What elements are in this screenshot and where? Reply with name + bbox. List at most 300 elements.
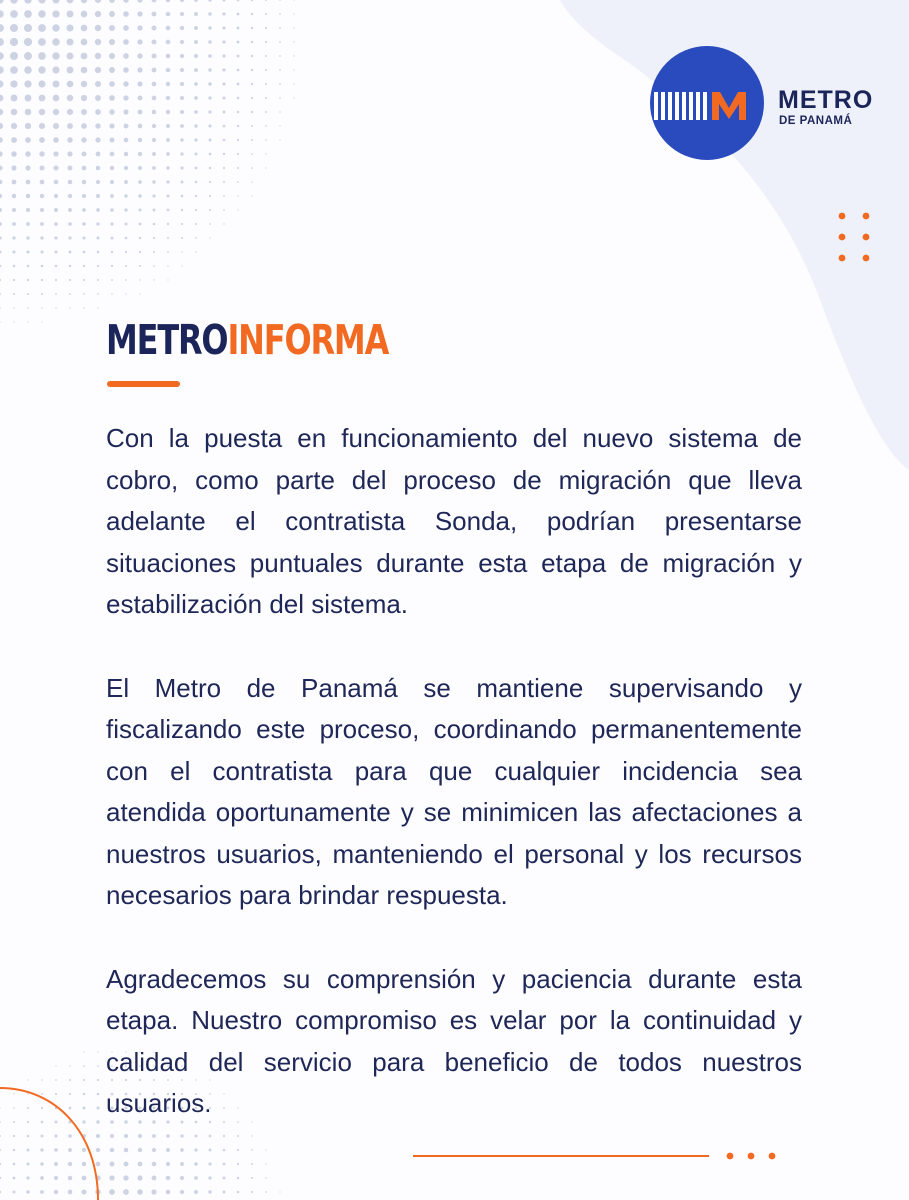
halftone-dot <box>0 307 1 309</box>
halftone-dot <box>125 237 128 240</box>
halftone-dot <box>265 1191 267 1193</box>
halftone-dot <box>110 194 114 198</box>
halftone-dot <box>25 95 32 102</box>
halftone-dot <box>222 68 225 71</box>
halftone-dot <box>181 265 182 266</box>
halftone-dot <box>55 279 57 281</box>
halftone-dot <box>82 236 85 239</box>
halftone-dot <box>13 293 15 295</box>
halftone-dot <box>109 0 115 3</box>
halftone-dot <box>222 82 225 85</box>
halftone-dot <box>279 27 281 29</box>
halftone-dot <box>97 265 99 267</box>
halftone-dot <box>12 236 15 239</box>
halftone-dot <box>40 236 43 239</box>
title-informa: INFORMA <box>227 316 389 364</box>
halftone-dot <box>27 265 30 268</box>
halftone-dot <box>293 83 294 84</box>
halftone-dot <box>293 69 294 70</box>
halftone-dot <box>40 180 45 185</box>
halftone-dot <box>138 208 141 211</box>
halftone-dot <box>27 251 30 254</box>
halftone-dot <box>97 1093 100 1096</box>
halftone-dot <box>208 110 211 113</box>
halftone-dot <box>124 166 128 170</box>
halftone-dot <box>0 1149 1 1151</box>
halftone-dot <box>123 25 129 31</box>
halftone-dot <box>181 223 183 225</box>
halftone-dot <box>109 39 115 45</box>
halftone-dot <box>67 67 74 74</box>
halftone-dot <box>111 265 113 267</box>
halftone-dot <box>81 137 86 142</box>
halftone-dot <box>82 208 86 212</box>
halftone-dot <box>69 293 71 295</box>
halftone-dot <box>265 13 267 15</box>
halftone-dot <box>82 1176 87 1181</box>
halftone-dot <box>251 13 253 15</box>
halftone-dot <box>95 109 101 115</box>
halftone-dot <box>95 53 101 59</box>
halftone-dot <box>194 54 198 58</box>
halftone-dot <box>27 1079 28 1080</box>
halftone-dot <box>237 209 238 210</box>
halftone-dot <box>237 97 240 100</box>
halftone-dot <box>152 12 157 17</box>
halftone-dot <box>0 208 2 212</box>
halftone-dot <box>109 67 115 73</box>
halftone-dot <box>38 80 45 87</box>
halftone-dot <box>223 1177 226 1180</box>
halftone-dot <box>279 69 281 71</box>
halftone-dot <box>24 10 32 18</box>
paragraph-2: El Metro de Panamá se mantiene supervisando y fiscalizando este proceso, coordinando permanentemente con el contratista para que cualquier incidencia sea atendida oportunamente y se minimicen las afectaciones a nuestros usuarios, manteniendo el personal y los recursos necesarios para brindar respuesta. <box>106 672 802 910</box>
halftone-dot <box>54 1148 58 1152</box>
halftone-dot <box>223 139 226 142</box>
halftone-dot <box>81 25 88 32</box>
halftone-dot <box>167 279 168 280</box>
halftone-dot <box>68 194 72 198</box>
halftone-dot <box>0 1121 1 1123</box>
footer-divider <box>413 1155 709 1157</box>
halftone-dot <box>38 24 46 32</box>
halftone-dot <box>167 195 170 198</box>
halftone-dot <box>194 40 198 44</box>
halftone-dot <box>27 321 28 322</box>
halftone-dot <box>97 293 99 295</box>
halftone-dot <box>167 223 169 225</box>
halftone-dot <box>109 1175 114 1180</box>
halftone-dot <box>26 1176 29 1179</box>
halftone-dot <box>0 1177 1 1179</box>
halftone-dot <box>53 137 59 143</box>
halftone-dot <box>10 24 18 32</box>
halftone-dot <box>152 124 156 128</box>
halftone-dot <box>251 195 252 196</box>
halftone-dot <box>138 96 143 101</box>
halftone-dot <box>52 24 59 31</box>
halftone-dot <box>81 81 87 87</box>
halftone-dot <box>166 40 171 45</box>
halftone-dot <box>152 96 157 101</box>
halftone-dot <box>109 53 115 59</box>
halftone-dot <box>167 237 169 239</box>
halftone-dot <box>68 1162 72 1166</box>
halftone-dot <box>251 1191 253 1193</box>
halftone-dot <box>97 251 100 254</box>
halftone-dot <box>279 1191 280 1192</box>
halftone-dot <box>251 139 253 141</box>
halftone-dot <box>13 1163 16 1166</box>
halftone-dot <box>96 208 100 212</box>
halftone-dot <box>82 166 87 171</box>
halftone-dot <box>55 307 57 309</box>
halftone-dot <box>54 194 58 198</box>
halftone-dot <box>181 195 184 198</box>
halftone-dot <box>13 1107 15 1109</box>
halftone-dot <box>95 0 101 3</box>
halftone-dot <box>24 80 31 87</box>
halftone-dot <box>41 1093 43 1095</box>
halftone-dot <box>68 180 73 185</box>
halftone-dot <box>26 194 30 198</box>
halftone-dot <box>40 222 44 226</box>
halftone-dot <box>67 81 74 88</box>
halftone-dot <box>251 181 252 182</box>
halftone-dot <box>38 66 45 73</box>
halftone-dot <box>111 293 113 295</box>
halftone-dot <box>97 307 98 308</box>
halftone-dot <box>68 1176 73 1181</box>
halftone-dot <box>40 208 44 212</box>
halftone-dot <box>194 138 197 141</box>
halftone-dot <box>208 40 212 44</box>
halftone-dot <box>251 83 253 85</box>
halftone-dot <box>0 222 2 226</box>
halftone-dot <box>209 167 212 170</box>
halftone-dot <box>40 1176 44 1180</box>
halftone-dot <box>195 195 197 197</box>
halftone-dot <box>180 110 184 114</box>
halftone-dot <box>265 111 267 113</box>
halftone-dot <box>265 27 267 29</box>
halftone-dot <box>237 0 240 1</box>
halftone-dot <box>83 279 85 281</box>
halftone-dot <box>25 165 30 170</box>
halftone-dot <box>194 110 198 114</box>
halftone-dot <box>52 0 59 4</box>
halftone-dot <box>181 209 183 211</box>
halftone-dot <box>208 68 212 72</box>
halftone-dot <box>223 111 226 114</box>
halftone-dot <box>166 110 170 114</box>
halftone-dot <box>208 12 212 16</box>
halftone-dot <box>82 1148 86 1152</box>
announcement-body <box>106 418 802 1167</box>
halftone-dot <box>152 152 156 156</box>
halftone-dot <box>223 167 225 169</box>
halftone-dot <box>138 180 142 184</box>
halftone-dot <box>167 251 169 253</box>
halftone-dot <box>124 208 127 211</box>
halftone-dot <box>195 181 198 184</box>
halftone-dot <box>53 123 59 129</box>
halftone-dot <box>251 69 253 71</box>
halftone-dot <box>194 124 197 127</box>
halftone-dot <box>11 137 17 143</box>
halftone-dot <box>67 11 74 18</box>
halftone-dot <box>97 237 100 240</box>
halftone-dot <box>237 125 239 127</box>
halftone-dot <box>194 96 198 100</box>
halftone-dot <box>166 166 169 169</box>
halftone-dot <box>194 68 198 72</box>
halftone-dot <box>53 109 59 115</box>
halftone-dot <box>67 123 73 129</box>
halftone-dot <box>10 0 17 4</box>
orange-arc-line <box>0 1088 98 1200</box>
halftone-dot <box>123 81 128 86</box>
halftone-dot <box>125 251 127 253</box>
halftone-dot <box>123 1175 128 1180</box>
halftone-dot <box>194 26 198 30</box>
halftone-dot <box>265 167 266 168</box>
halftone-dot <box>67 109 73 115</box>
halftone-dot <box>27 279 29 281</box>
halftone-dot <box>55 293 57 295</box>
halftone-dot <box>180 96 184 100</box>
halftone-dot <box>69 1079 71 1081</box>
halftone-dot <box>0 293 1 295</box>
halftone-dot <box>41 251 44 254</box>
halftone-dot <box>137 0 142 3</box>
halftone-dot <box>95 67 101 73</box>
halftone-dot <box>96 1134 100 1138</box>
halftone-dot <box>180 12 184 16</box>
halftone-dot <box>251 0 253 1</box>
halftone-dot <box>0 109 3 116</box>
halftone-dot <box>180 166 183 169</box>
halftone-dot <box>166 96 170 100</box>
halftone-dot <box>96 194 100 198</box>
halftone-dot <box>69 1065 71 1067</box>
halftone-dot <box>166 180 169 183</box>
halftone-dot <box>125 223 128 226</box>
halftone-dot <box>222 54 225 57</box>
halftone-dot <box>68 1148 72 1152</box>
halftone-dot <box>0 1107 1 1108</box>
halftone-dot <box>26 208 30 212</box>
halftone-dot <box>237 27 240 30</box>
halftone-dot <box>11 123 17 129</box>
halftone-dot <box>67 151 72 156</box>
halftone-dot <box>279 83 281 85</box>
halftone-dot <box>52 52 59 59</box>
halftone-dot <box>13 321 14 322</box>
halftone-dot <box>0 165 3 170</box>
halftone-dot <box>0 265 1 268</box>
halftone-dot <box>124 138 129 143</box>
halftone-dot <box>96 1162 101 1167</box>
halftone-dot <box>0 279 1 281</box>
halftone-dot <box>223 223 224 224</box>
halftone-dot <box>24 38 32 46</box>
halftone-dot <box>96 180 100 184</box>
halftone-dot <box>66 52 73 59</box>
halftone-dot <box>222 12 225 15</box>
halftone-dot <box>53 95 60 102</box>
halftone-dot <box>12 194 16 198</box>
halftone-dot <box>82 222 85 225</box>
halftone-dot <box>208 1176 211 1179</box>
halftone-dot <box>12 222 16 226</box>
halftone-dot <box>69 1093 71 1095</box>
halftone-dot <box>279 97 281 99</box>
halftone-dot <box>96 1120 100 1124</box>
halftone-dot <box>69 251 72 254</box>
halftone-dot <box>279 41 281 43</box>
halftone-dot <box>110 166 114 170</box>
halftone-dot <box>166 1190 171 1195</box>
halftone-dot <box>83 1107 86 1110</box>
halftone-dot <box>223 125 226 128</box>
halftone-dot <box>137 67 142 72</box>
halftone-dot <box>55 1065 56 1066</box>
halftone-dot <box>95 123 100 128</box>
halftone-dot <box>96 166 101 171</box>
halftone-dot <box>0 151 3 156</box>
halftone-dot <box>194 82 198 86</box>
logo-subtitle: DE PANAMÁ <box>779 115 853 127</box>
halftone-dot <box>68 208 72 212</box>
halftone-dot <box>0 24 4 32</box>
halftone-dot <box>96 1106 99 1109</box>
halftone-dot <box>153 265 155 267</box>
halftone-dot <box>26 1190 29 1193</box>
halftone-dot <box>138 166 142 170</box>
halftone-dot <box>237 13 240 16</box>
halftone-dot <box>152 138 156 142</box>
halftone-dot <box>137 11 142 16</box>
halftone-dot <box>0 194 2 198</box>
halftone-dot <box>195 237 197 239</box>
halftone-dot <box>82 1120 85 1123</box>
logo-title: METRO <box>778 86 874 114</box>
halftone-dot <box>180 152 183 155</box>
halftone-dot <box>180 124 184 128</box>
halftone-dot <box>237 1177 239 1179</box>
halftone-dot <box>54 180 59 185</box>
halftone-dot <box>110 180 114 184</box>
halftone-dot <box>153 209 156 212</box>
halftone-dot <box>123 39 129 45</box>
halftone-dot <box>110 208 113 211</box>
halftone-dot <box>0 66 4 73</box>
halftone-dot <box>124 180 128 184</box>
halftone-dot <box>237 195 239 197</box>
halftone-dot <box>195 167 198 170</box>
halftone-dot <box>13 265 16 268</box>
halftone-dot <box>153 237 155 239</box>
halftone-dot <box>83 1065 85 1067</box>
halftone-dot <box>293 55 294 56</box>
halftone-dot <box>123 0 129 3</box>
halftone-dot <box>279 55 281 57</box>
halftone-dot <box>27 293 29 295</box>
halftone-dot <box>180 1176 184 1180</box>
halftone-dot <box>166 82 170 86</box>
halftone-dot <box>68 222 72 226</box>
halftone-dot <box>139 223 142 226</box>
halftone-dot <box>40 1190 44 1194</box>
halftone-dot <box>152 180 155 183</box>
halftone-dot <box>152 26 157 31</box>
halftone-dot <box>95 39 101 45</box>
halftone-dot <box>181 251 183 253</box>
halftone-dot <box>110 138 115 143</box>
halftone-dot <box>166 12 171 17</box>
halftone-dot <box>152 166 156 170</box>
halftone-dot <box>54 1134 57 1137</box>
halftone-dot <box>13 251 16 254</box>
halftone-dot <box>265 139 267 141</box>
halftone-dot <box>0 80 4 87</box>
halftone-dot <box>82 194 86 198</box>
halftone-dot <box>293 41 294 42</box>
halftone-dot <box>40 1162 44 1166</box>
halftone-dot <box>66 24 73 31</box>
halftone-dot <box>38 10 46 18</box>
halftone-dot <box>251 1177 253 1179</box>
halftone-dot <box>83 307 84 308</box>
halftone-dot <box>180 0 184 2</box>
halftone-dot <box>152 194 155 197</box>
halftone-dot <box>180 40 184 44</box>
halftone-dot <box>95 95 101 101</box>
halftone-dot <box>208 0 211 2</box>
halftone-dot <box>24 24 32 32</box>
halftone-dot <box>152 68 157 73</box>
halftone-dot <box>41 307 43 309</box>
halftone-dot <box>209 139 212 142</box>
halftone-dot <box>208 96 211 99</box>
halftone-dot <box>83 293 85 295</box>
halftone-dot <box>138 110 143 115</box>
halftone-dot <box>223 195 225 197</box>
halftone-dot <box>166 68 171 73</box>
halftone-dot <box>24 66 32 74</box>
halftone-dot <box>97 1051 98 1052</box>
halftone-dot <box>137 53 142 58</box>
halftone-dot <box>0 180 2 185</box>
halftone-dot <box>223 209 225 211</box>
halftone-dot <box>10 52 18 60</box>
halftone-dot <box>166 1176 171 1181</box>
halftone-dot <box>10 66 18 74</box>
halftone-dot <box>109 25 115 31</box>
halftone-dot <box>223 97 226 100</box>
halftone-dot <box>13 279 15 281</box>
halftone-dot <box>111 279 113 281</box>
halftone-dot <box>138 194 141 197</box>
halftone-dot <box>39 165 44 170</box>
halftone-dot <box>97 1079 99 1081</box>
halftone-dot <box>209 195 211 197</box>
halftone-dot <box>293 97 294 98</box>
halftone-dot <box>166 152 170 156</box>
halftone-dot <box>209 237 210 238</box>
halftone-dot <box>123 67 129 73</box>
